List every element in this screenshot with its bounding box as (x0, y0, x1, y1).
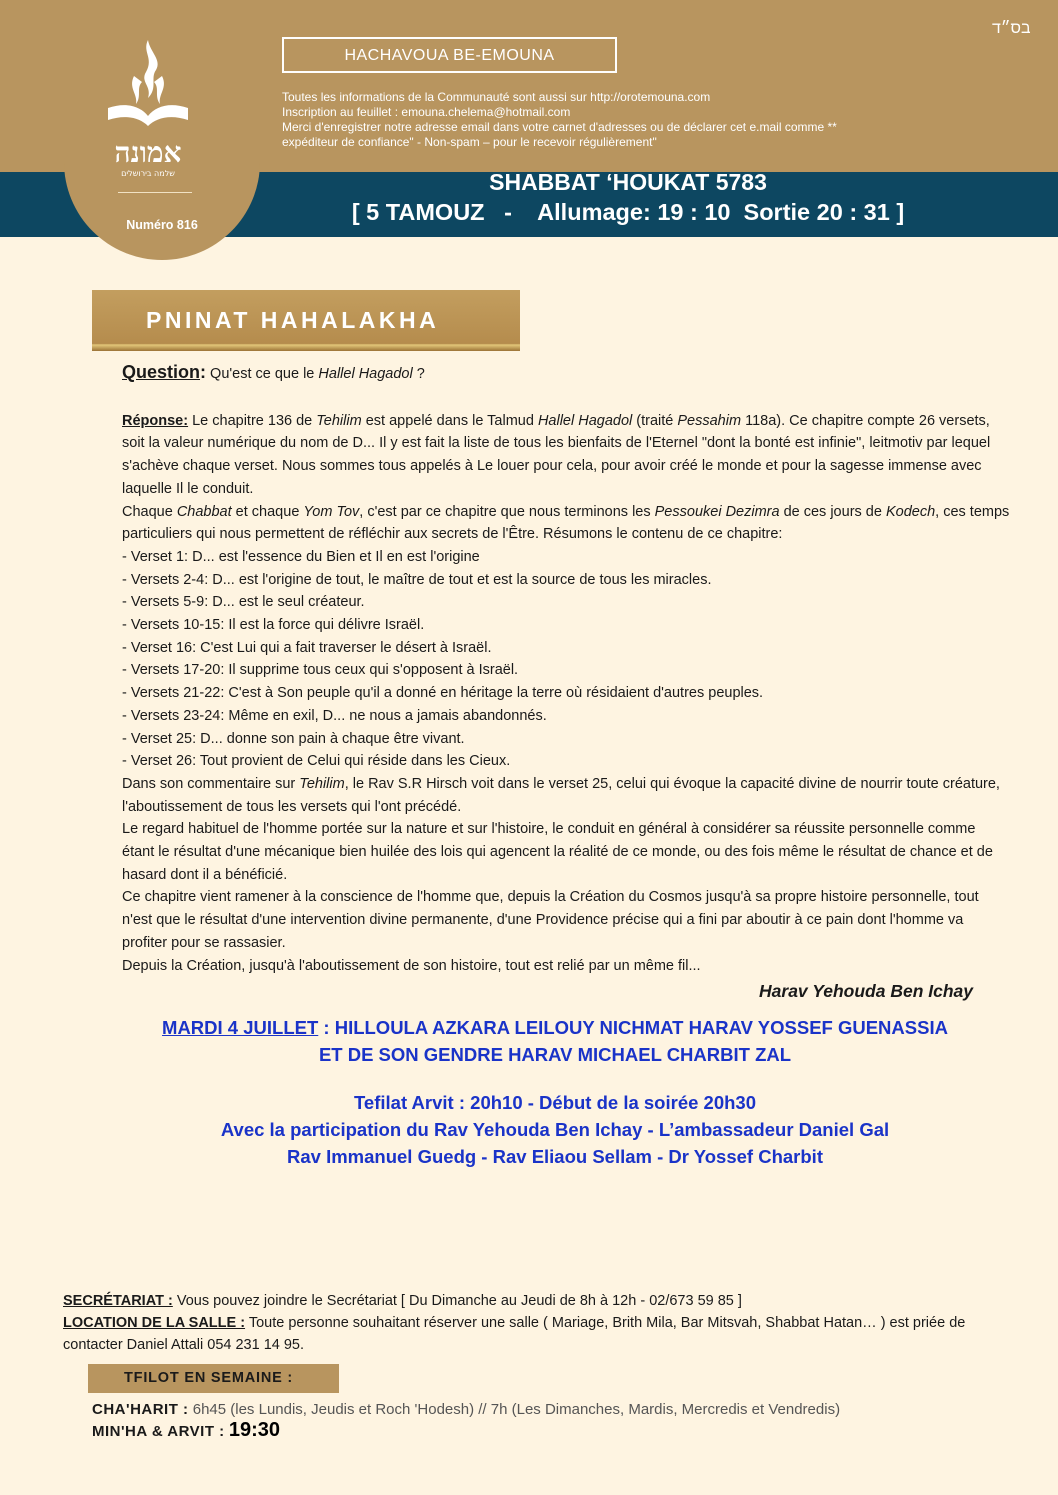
text-run: Dans son commentaire sur (122, 775, 300, 792)
verse-item: - Versets 10-15: Il est la force qui délivre Israël. (122, 617, 425, 634)
mincha-label: MIN'HA & ARVIT : (92, 1423, 225, 1440)
info-line: Merci d'enregistrer notre adresse email dans votre carnet d'adresses ou de déclarer cet e.mail comme ** (282, 120, 837, 134)
event-line-1 (100, 1014, 1010, 1041)
question-label: Question (122, 362, 201, 382)
answer-paragraph-1 (122, 410, 1010, 501)
event-line-3: Tefilat Arvit : 20h10 - Début de la soirée 20h30 (354, 1092, 756, 1113)
verse-item: - Versets 5-9: D... est le seul créateur. (122, 594, 365, 611)
answer-label: Réponse: (122, 412, 189, 429)
text-run: Pessahim (677, 412, 742, 429)
shabbat-name: SHABBAT ‘HOUKAT 5783 (489, 169, 767, 195)
text-run: Kodech (885, 503, 936, 520)
verse-item: - Versets 2-4: D... est l'origine de tout, le maître de tout et est la source de tous les miracles. (122, 571, 712, 588)
verse-item: - Verset 1: D... est l'essence du Bien et Il en est l'origine (122, 548, 480, 565)
shabbat-info (338, 168, 918, 228)
verse-item: - Verset 26: Tout provient de Celui qui réside dans les Cieux. (122, 753, 511, 770)
text-run: Yom Tov (303, 503, 360, 520)
secretariat-label: SECRÉTARIAT : (63, 1293, 173, 1309)
shacharit-row (92, 1400, 840, 1420)
text-run: de ces jours de (779, 503, 886, 520)
header-info (282, 90, 837, 150)
event-announcement (100, 1014, 1010, 1170)
emouna-logo (98, 36, 198, 184)
text-run: Chabbat (176, 503, 232, 520)
event-title: : HILLOULA AZKARA LEILOUY NICHMAT HARAV YOSSEF GUENASSIA (318, 1017, 948, 1038)
text-run: (traité (632, 412, 678, 429)
section-title: PNINAT HAHALAKHA (146, 307, 440, 333)
event-date-link[interactable]: MARDI 4 JUILLET (162, 1017, 319, 1038)
text-run: , ces temps particuliers qui nous permettent de réfléchir aux secrets de l'Être. Résumons le contenu de ce chapitre: (122, 503, 1010, 543)
issue-number: Numéro 816 (126, 218, 198, 232)
question-text-italic: Hallel Hagadol (318, 366, 413, 382)
answer-paragraph-5: Ce chapitre vient ramener à la conscience de l'homme que, depuis la Création du Cosmos jusqu'à sa propre histoire personnelle, tout n'est que le résultat d'une intervention divine permanente, d'une Providence précise qui a fini par aboutir à ce pain dont l'homme va profiter pour se rassasier. (122, 889, 979, 951)
answer-paragraph-3 (122, 773, 1010, 818)
question-colon: : (200, 362, 207, 382)
answer-paragraph-2 (122, 501, 1010, 546)
shacharit-text: 6h45 (les Lundis, Jeudis et Roch 'Hodesh) // 7h (Les Dimanches, Mardis, Mercredis et Vendredis) (188, 1401, 841, 1418)
text-run: est appelé dans le Talmud (361, 412, 538, 429)
location (63, 1312, 1008, 1356)
bsd-mark: בס״ד (992, 20, 1031, 37)
question (122, 361, 1010, 386)
shabbat-times: [ 5 TAMOUZ - Allumage: 19 : 10 Sortie 20 : 31 ] (351, 199, 905, 225)
verse-item: - Versets 17-20: Il supprime tous ceux qui s'opposent à Israël. (122, 662, 519, 679)
text-run: Le chapitre 136 de (188, 412, 317, 429)
question-text-end: ? (412, 366, 425, 382)
secretariat (63, 1290, 1008, 1312)
text-run: , le Rav S.R Hirsch voit dans le verset 25, celui qui évoque la capacité divine de nourrir toute créature, l'aboutissement de tous les versets qui l'ont précédé. (122, 775, 1000, 815)
text-run: Tehilim (316, 412, 362, 429)
verse-item: - Versets 23-24: Même en exil, D... ne nous a jamais abandonnés. (122, 707, 547, 724)
question-text: Qu'est ce que le (206, 366, 319, 382)
text-run: Pessoukei Dezimra (654, 503, 780, 520)
verse-item: - Verset 25: D... donne son pain à chaque être vivant. (122, 730, 465, 747)
info-line: Inscription au feuillet : emouna.chelema@hotmail.com (282, 105, 571, 119)
answer-paragraph-6: Depuis la Création, jusqu'à l'aboutissement de son histoire, tout est relié par un même fil... (122, 957, 701, 974)
text-run: Hallel Hagadol (537, 412, 633, 429)
info-line: expéditeur de confiance" - Non-spam – pour le recevoir régulièrement" (282, 135, 657, 149)
text-run: Tehilim (299, 775, 345, 792)
info-line: Toutes les informations de la Communauté sont aussi sur http://orotemouna.com (282, 90, 711, 104)
logo-subtext: שלמה בירושלים (121, 169, 175, 178)
tfilot-banner (88, 1364, 339, 1393)
prayer-times (92, 1400, 840, 1442)
text-run: Chaque (122, 503, 177, 520)
event-line-5: Rav Immanuel Guedg - Rav Eliaou Sellam - Dr Yossef Charbit (287, 1146, 823, 1167)
verse-item: - Versets 21-22: C'est à Son peuple qu'il a donné en héritage la terre où résidaient d'autres peuples. (122, 685, 764, 702)
text-run: 118a). Ce chapitre compte 26 versets, soit la valeur numérique du nom de D... Il y est fait la liste de tous les bienfaits de l'Eternel "dont la bonté est infinie", leitmotiv par lequel s'achève chaque verset. Nous sommes tous appelés à Le louer pour cela, pour avoir créé le monde et pour la sagesse immense avec laquelle Il le conduit. (122, 412, 991, 497)
logo-divider (118, 192, 192, 193)
text-run: et chaque (231, 503, 304, 520)
logo-text: אמונה (114, 136, 182, 169)
text-run: , c'est par ce chapitre que nous terminons les (359, 503, 655, 520)
secretariat-text: Vous pouvez joindre le Secrétariat [ Du Dimanche au Jeudi de 8h à 12h - 02/673 59 85 ] (172, 1293, 742, 1309)
event-line-4: Avec la participation du Rav Yehouda Ben Ichay - L’ambassadeur Daniel Gal (220, 1119, 890, 1140)
tfilot-title: TFILOT EN SEMAINE : (124, 1370, 294, 1386)
shacharit-label: CHA'HARIT : (92, 1401, 189, 1418)
bulletin-title: HACHAVOUA BE-EMOUNA (282, 37, 617, 73)
author-signature: Harav Yehouda Ben Ichay (759, 981, 973, 1001)
event-line-2: ET DE SON GENDRE HARAV MICHAEL CHARBIT ZAL (318, 1044, 792, 1065)
section-banner (92, 290, 520, 351)
location-label: LOCATION DE LA SALLE : (63, 1315, 246, 1331)
answer-paragraph-4: Le regard habituel de l'homme portée sur la nature et sur l'histoire, le conduit en général à considérer sa réussite personnelle comme étant le résultat d'une mécanique bien huilée des lois qui agencent la réalité de ce monde, ou des fois même le résultat de chance et de hasard dont il a bénéficié. (122, 821, 993, 883)
verse-item: - Verset 16: C'est Lui qui a fait traverser le désert à Israël. (122, 639, 492, 656)
contact-info (63, 1290, 1008, 1356)
mincha-row (92, 1420, 840, 1442)
article-body (122, 361, 1010, 977)
location-text: Toute personne souhaitant réserver une salle ( Mariage, Brith Mila, Bar Mitsvah, Shabbat Hatan… ) est priée de contacter Daniel Attali 054 231 14 95. (63, 1315, 966, 1353)
mincha-time: 19:30 (228, 1419, 281, 1441)
